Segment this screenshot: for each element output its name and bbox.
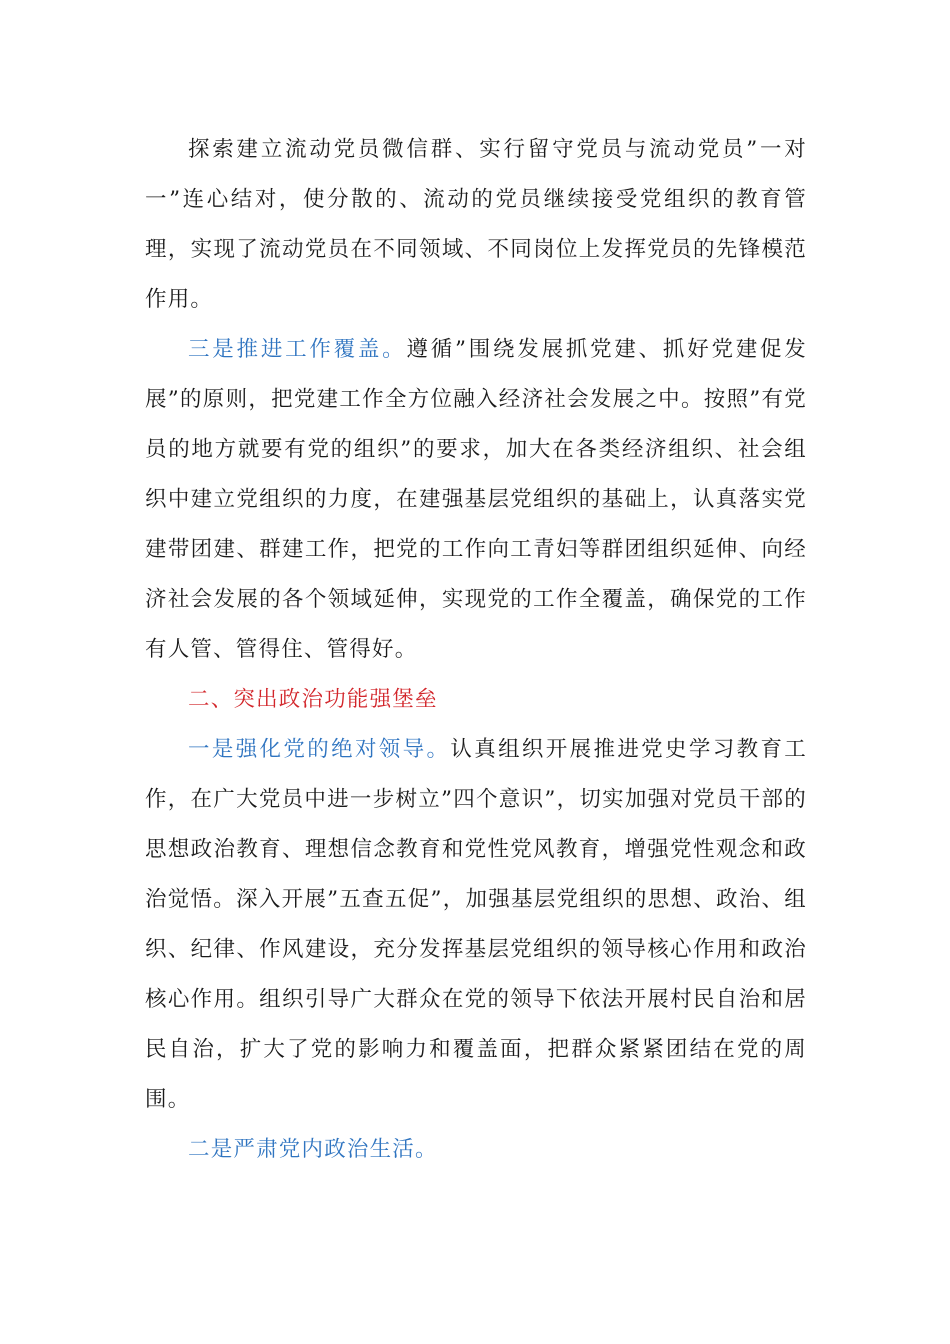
paragraph-text: 遵循”围绕发展抓党建、抓好党建促发展”的原则，把党建工作全方位融入经济社会发展之中。按照”有党员的地方就要有党的组织”的要求，加大在各类经济组织、社会组织中建立党组织的力度，在建强基层党组织的基础上，认真落实党建带团建、群建工作，把党的工作向工青妇等群团组织延伸、向经济社会发展的各个领域延伸，实现党的工作全覆盖，确保党的工作有人管、管得住、管得好。 xyxy=(145,337,807,662)
paragraph-lead: 三是推进工作覆盖。 xyxy=(188,337,407,362)
paragraph-text: 探索建立流动党员微信群、实行留守党员与流动党员”一对一”连心结对，使分散的、流动的党员继续接受党组织的教育管理，实现了流动党员在不同领域、不同岗位上发挥党员的先锋模范作用。 xyxy=(145,137,807,312)
paragraph-party-leadership xyxy=(145,725,807,1125)
paragraph-lead: 一是强化党的绝对领导。 xyxy=(188,737,451,762)
paragraph-work-coverage xyxy=(145,325,807,675)
paragraph-political-life xyxy=(145,1125,807,1175)
section-heading xyxy=(145,675,807,725)
paragraph-lead: 二是严肃党内政治生活。 xyxy=(188,1137,438,1162)
paragraph-mobile-members xyxy=(145,125,807,325)
document-body xyxy=(145,125,807,1175)
section-heading-text: 二、突出政治功能强堡垒 xyxy=(188,687,438,712)
paragraph-text: 认真组织开展推进党史学习教育工作，在广大党员中进一步树立”四个意识”，切实加强对党员干部的思想政治教育、理想信念教育和党性党风教育，增强党性观念和政治觉悟。深入开展”五查五促”，加强基层党组织的思想、政治、组织、纪律、作风建设，充分发挥基层党组织的领导核心作用和政治核心作用。组织引导广大群众在党的领导下依法开展村民自治和居民自治，扩大了党的影响力和覆盖面，把群众紧紧团结在党的周围。 xyxy=(145,737,807,1112)
